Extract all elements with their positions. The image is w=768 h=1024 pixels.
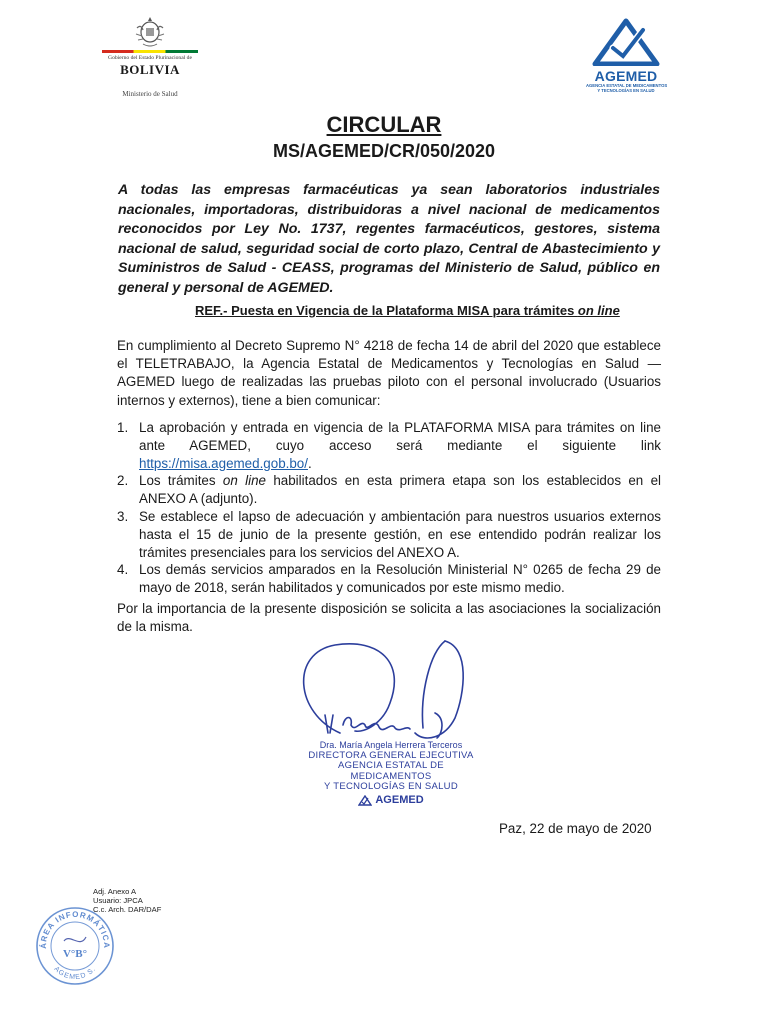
list-number: 4.	[117, 562, 129, 578]
reference-line	[195, 303, 661, 318]
signatory-agency-2: Y TECNOLOGÍAS EN SALUD	[323, 781, 458, 792]
agemed-subtitle-2: Y TECNOLOGÍAS EN SALUD	[597, 88, 655, 93]
footer-line: Usuario: JPCA	[93, 895, 143, 905]
svg-text:AGEMED S.	[52, 966, 97, 982]
footer-line: C.c. Arch. DAR/DAF	[93, 904, 162, 914]
addressee-paragraph: A todas las empresas farmacéuticas ya sean laboratorios industriales nacionales, importadoras, distribuidoras a nivel nacional de medicamentos reconocidos por Ley No. 1737, regentes farmacéuticos, gestores, sistema nacional de salud, seguridad social de corto plazo, Central de Abastecimiento y Suministros de Salud - CEASS, programas del Ministerio de Salud, público en general y personal de AGEMED.	[118, 182, 660, 296]
list-item	[117, 419, 661, 472]
agemed-logo	[586, 18, 666, 93]
reference-italic: on line	[577, 303, 620, 318]
document-date: Paz, 22 de mayo de 2020	[499, 821, 652, 836]
signatory-role: DIRECTORA GENERAL EJECUTIVA	[308, 749, 474, 761]
approval-seal	[34, 905, 116, 987]
footer-line: Adj. Anexo A	[93, 887, 137, 896]
document-code: MS/AGEMED/CR/050/2020	[272, 141, 496, 161]
list-item	[117, 508, 661, 561]
government-header	[90, 14, 210, 98]
coat-of-arms-icon	[133, 14, 167, 48]
government-line: Gobierno del Estado Plurinacional de	[108, 55, 192, 61]
seal-bottom-text: AGEMED S.	[52, 965, 98, 982]
misa-link[interactable]: https://misa.agemed.gob.bo/	[139, 455, 308, 471]
list-item-text: Se establece el lapso de adecuación y ambientación para nuestros usuarios externos hasta el 15 de junio de la presente gestión, en ese entendido podrán realizar los trámites presenciales para los servicios del ANEXO A.	[139, 508, 661, 560]
stamp-logo-row	[306, 795, 476, 806]
reference-text: REF.- Puesta en Vigencia de la Plataforma MISA para trámites	[195, 303, 578, 318]
list-item-italic: on line	[222, 473, 266, 489]
document-title: CIRCULAR	[326, 112, 442, 137]
stamp-org: AGEMED	[375, 793, 424, 806]
signatory-name: Dra. María Angela Herrera Terceros	[319, 740, 463, 750]
signature-stamp	[306, 740, 476, 806]
agemed-name: AGEMED	[594, 68, 658, 84]
list-item-text: La aprobación y entrada en vigencia de la PLATAFORMA MISA para trámites on line ante AGEMED, cuyo acceso será mediante el siguiente link	[139, 420, 661, 453]
list-item-text: Los demás servicios amparados en la Resolución Ministerial N° 0265 de fecha 29 de mayo de 2018, serán habilitados y comunicados por este mismo medio.	[139, 562, 661, 596]
agemed-stamp-icon	[358, 795, 372, 806]
list-item	[117, 561, 661, 597]
list-number: 1.	[117, 420, 129, 435]
signatory-agency: AGENCIA ESTATAL DE MEDICAMENTOS	[338, 760, 444, 782]
flag-stripe	[102, 50, 198, 53]
agemed-subtitle: AGENCIA ESTATAL DE MEDICAMENTOS	[586, 83, 668, 88]
list-item-text-2: habilitados en esta primera etapa son los establecidos en el ANEXO A (adjunto).	[139, 473, 662, 507]
country-name: BOLIVIA	[120, 62, 180, 77]
list-item-punct: .	[307, 455, 312, 471]
svg-text:ÁREA INFORMÁTICA	[39, 910, 111, 949]
agemed-triangle-icon	[591, 18, 661, 66]
numbered-list	[117, 419, 661, 597]
list-number: 2.	[117, 473, 129, 489]
seal-top-text: ÁREA INFORMÁTICA	[38, 909, 112, 949]
ministry-name: Ministerio de Salud	[122, 90, 178, 98]
seal-center-text: V°B°	[62, 948, 88, 960]
list-number: 3.	[117, 508, 129, 524]
handwritten-signature	[295, 633, 495, 748]
intro-paragraph: En cumplimiento al Decreto Supremo N° 4218 de fecha 14 de abril del 2020 que establece el TELETRABAJO, la Agencia Estatal de Medicamentos y Tecnologías en Salud — AGEMED luego de realizadas las pruebas piloto con el personal involucrado (Usuarios internos y externos), tiene a bien comunicar:	[117, 338, 661, 408]
closing-paragraph: Por la importancia de la presente disposición se solicita a las asociaciones la socialización de la misma.	[117, 601, 661, 635]
list-item	[117, 472, 661, 508]
list-item-text: Los trámites	[139, 473, 223, 489]
